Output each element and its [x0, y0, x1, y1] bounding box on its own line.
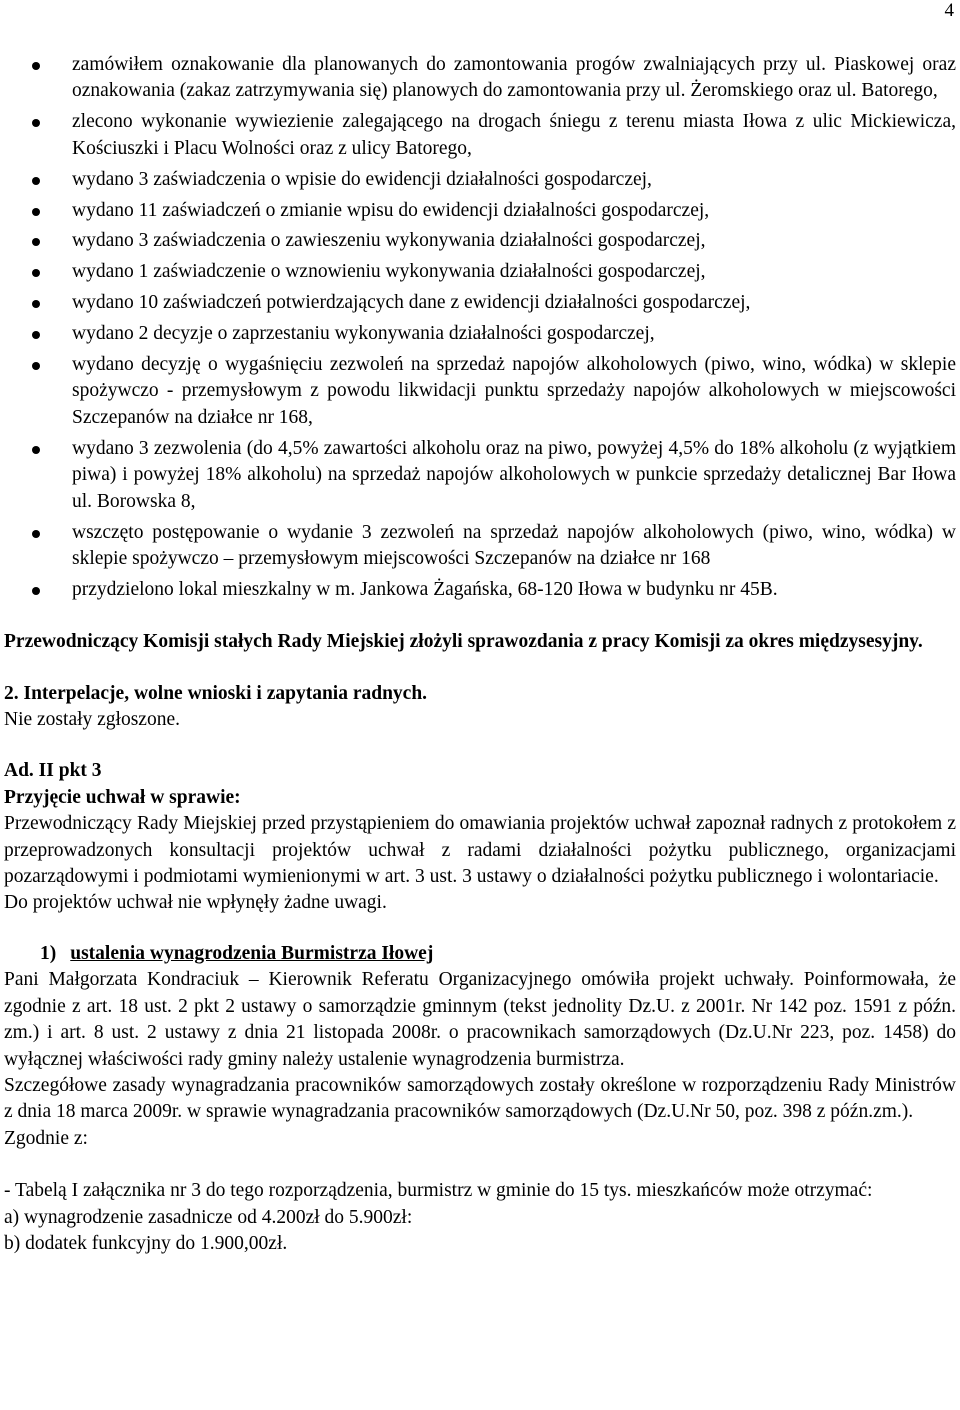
list-item: wydano 3 zezwolenia (do 4,5% zawartości alkoholu oraz na piwo, powyżej 4,5% do 18% alkoholu (z wyjątkiem piwa) i powyżej 18% alkoholu) na sprzedaż napojów alkoholowych w punkcie sprzedaży detalicznej Bar Iłowa ul. Borowska 8, [4, 436, 956, 515]
item1-paragraph: - Tabelą I załącznika nr 3 do tego rozporządzenia, burmistrz w gminie do 15 tys. mieszkańców może otrzymać: [4, 1180, 873, 1202]
item1-heading [4, 941, 956, 967]
list-item: przydzielono lokal mieszkalny w m. Jankowa Żagańska, 68-120 Iłowa w budynku nr 45B. [4, 577, 956, 603]
list-item: wydano 11 zaświadczeń o zmianie wpisu do ewidencji działalności gospodarczej, [4, 198, 956, 224]
document-body [4, 52, 956, 1257]
item1-paragraph: Zgodnie z: [4, 1127, 88, 1149]
no-remarks-text: Do projektów uchwał nie wpłynęły żadne uwagi. [4, 892, 387, 914]
item1-title: ustalenia wynagrodzenia Burmistrza Iłowej [70, 942, 434, 964]
item1-line-b: b) dodatek funkcyjny do 1.900,00zł. [4, 1232, 288, 1254]
page-number: 4 [944, 0, 954, 21]
section-heading: Przyjęcie uchwał w sprawie: [4, 786, 241, 808]
list-item: wydano 10 zaświadczeń potwierdzających dane z ewidencji działalności gospodarczej, [4, 290, 956, 316]
interpellations-text: Nie zostały zgłoszone. [4, 709, 180, 731]
section-paragraph: Przewodniczący Rady Miejskiej przed przystąpieniem do omawiania projektów uchwał zapoznał radnych z protokołem z przeprowadzonych konsultacji projektów uchwał z radami działalności pożytku publicznego, organizacjami pozarządowymi i podmiotami wymienionymi w art. 3 ust. 3 ustawy o działalności pożytku publicznego i wolontariacie. [4, 813, 956, 888]
list-item: wszczęto postępowanie o wydanie 3 zezwoleń na sprzedaż napojów alkoholowych (piwo, wino, wódka) w sklepie spożywczo – przemysłowym miejscowości Szczepanów na działce nr 168 [4, 520, 956, 573]
section-ad: Ad. II pkt 3 [4, 760, 102, 782]
list-item: wydano decyzję o wygaśnięciu zezwoleń na sprzedaż napojów alkoholowych (piwo, wino, wódka) w sklepie spożywczo - przemysłowym z powodu likwidacji punktu sprzedaży napojów alkoholowych w miejscowości Szczepanów na działce nr 168, [4, 352, 956, 431]
interpellations-heading: 2. Interpelacje, wolne wnioski i zapytania radnych. [4, 682, 428, 704]
list-item: wydano 3 zaświadczenia o wpisie do ewidencji działalności gospodarczej, [4, 167, 956, 193]
list-item: wydano 2 decyzje o zaprzestaniu wykonywania działalności gospodarczej, [4, 321, 956, 347]
item1-number: 1) [40, 942, 57, 964]
list-item: zamówiłem oznakowanie dla planowanych do zamontowania progów zwalniających przy ul. Piaskowej oraz oznakowania (zakaz zatrzymywania się) planowych do zamontowania przy ul. Żeromskiego oraz ul. Batorego, [4, 52, 956, 105]
item1-line-a: a) wynagrodzenie zasadnicze od 4.200zł do 5.900zł: [4, 1206, 413, 1228]
item1-paragraph: Szczegółowe zasady wynagradzania pracowników samorządowych zostały określone w rozporządzeniu Rady Ministrów z dnia 18 marca 2009r. w sprawie wynagradzania pracowników samorządowych (Dz.U.Nr 50, poz. 398 z późn.zm.). [4, 1074, 956, 1123]
list-item: wydano 1 zaświadczenie o wznowieniu wykonywania działalności gospodarczej, [4, 259, 956, 285]
item1-paragraph: Pani Małgorzata Kondraciuk – Kierownik Referatu Organizacyjnego omówiła projekt uchwały. Poinformowała, że zgodnie z art. 18 ust. 2 pkt 2 ustawy o samorządzie gminnym (tekst jednolity Dz.U. z 2001r. Nr 142 poz. 1591 z późn. zm.) i art. 8 ust. 2 ustawy z dnia 21 listopada 2008r. o pracownikach samorządowych (Dz.U.Nr 223, poz. 1458) do wyłącznej właściwości rady gminy należy ustalenie wynagrodzenia burmistrza. [4, 969, 956, 1070]
list-item: wydano 3 zaświadczenia o zawieszeniu wykonywania działalności gospodarczej, [4, 228, 956, 254]
activity-list [4, 52, 956, 603]
committee-statement: Przewodniczący Komisji stałych Rady Miejskiej złożyli sprawozdania z pracy Komisji za okres międzysesyjny. [4, 631, 923, 653]
list-item: zlecono wykonanie wywiezienie zalegającego na drogach śniegu z terenu miasta Iłowa z ulic Mickiewicza, Kościuszki i Placu Wolności oraz z ulicy Batorego, [4, 109, 956, 162]
